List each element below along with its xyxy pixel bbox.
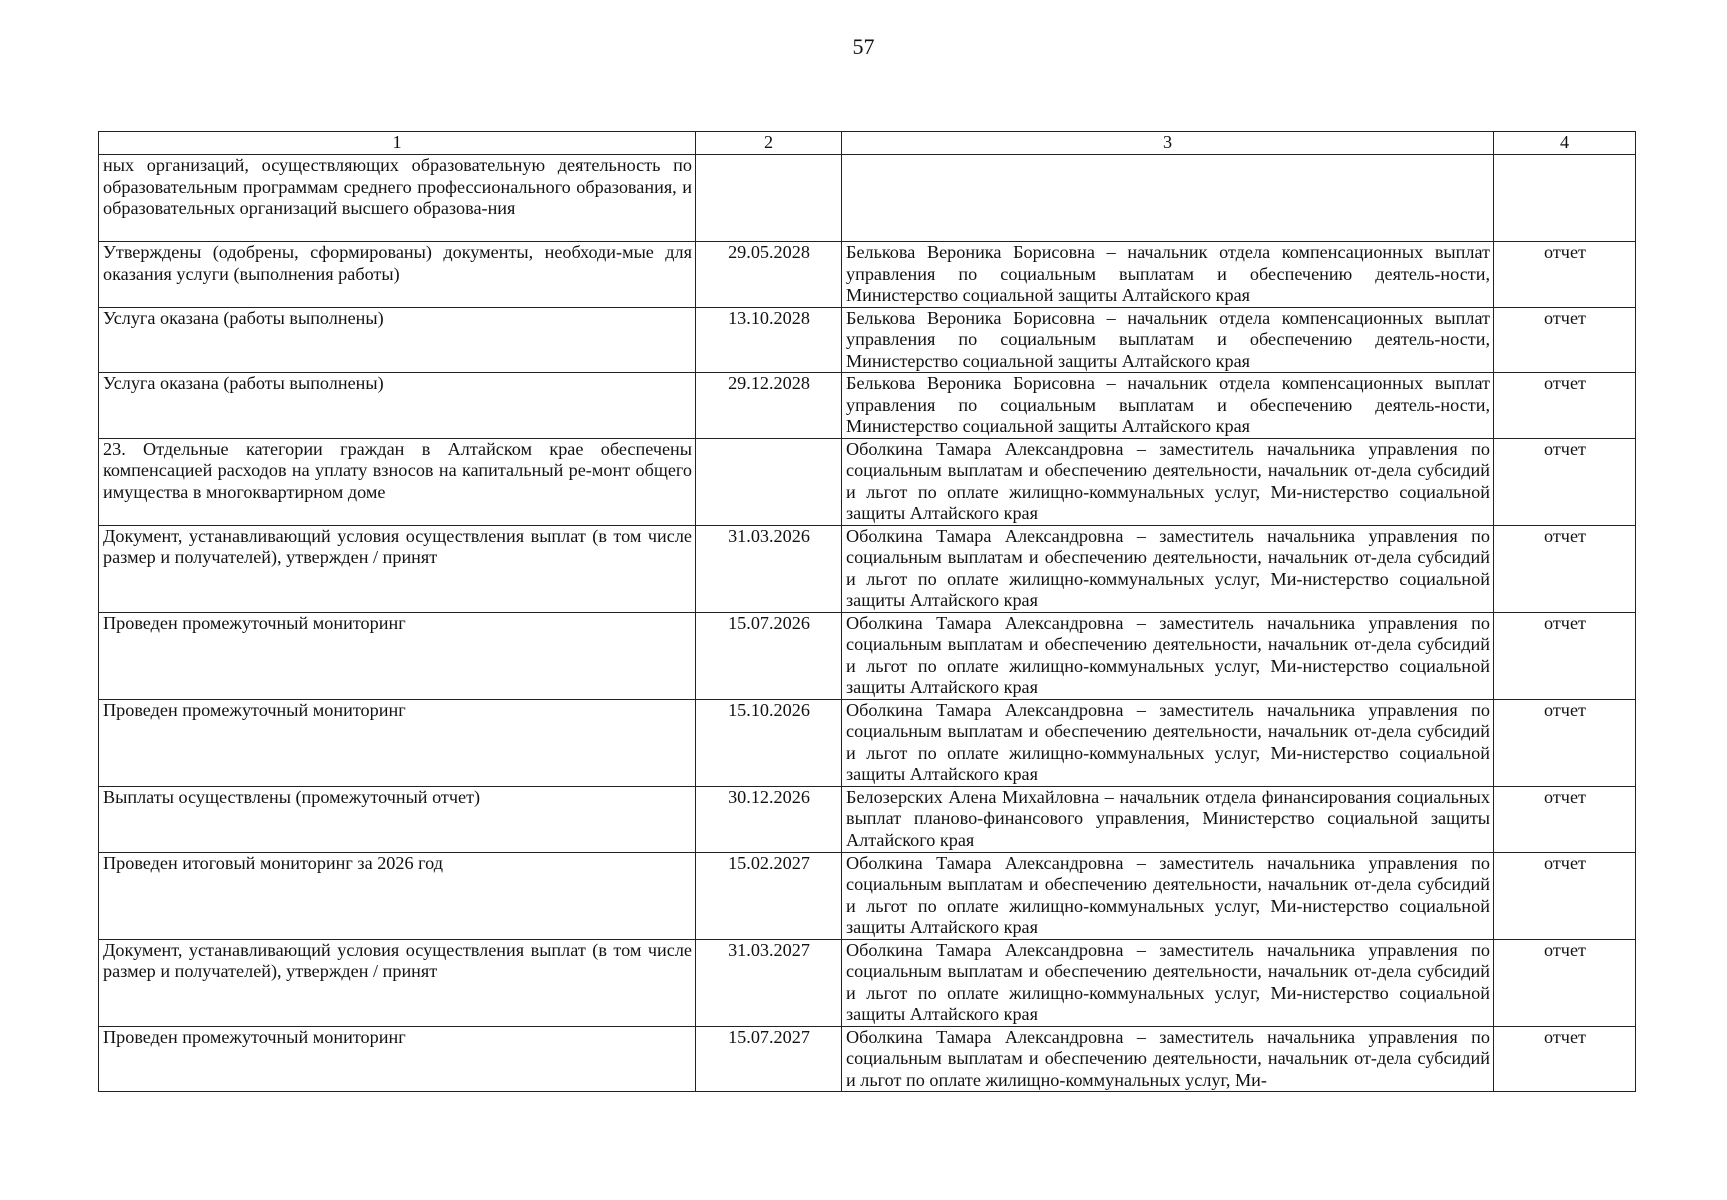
cell-form: отчет [1494,438,1636,525]
table-row [99,307,1636,373]
cell-form: отчет [1494,373,1636,439]
table-row [99,612,1636,699]
cell-form [1494,155,1636,242]
cell-responsible: Оболкина Тамара Александровна – заместитель начальника управления по социальным выплатам и обеспечению деятельности, начальник от-дела субсидий и льгот по оплате жилищно-коммунальных услуг, Ми-нистерство социальной защиты Алтайского края [842,939,1494,1026]
table-row [99,525,1636,612]
cell-name: Документ, устанавливающий условия осуществления выплат (в том числе размер и получателей), утвержден / принят [99,525,696,612]
cell-form: отчет [1494,307,1636,373]
cell-date: 29.12.2028 [696,373,842,439]
cell-date [696,438,842,525]
cell-responsible: Оболкина Тамара Александровна – заместитель начальника управления по социальным выплатам и обеспечению деятельности, начальник от-дела субсидий и льгот по оплате жилищно-коммунальных услуг, Ми-нистерство социальной защиты Алтайского края [842,699,1494,786]
cell-name: Услуга оказана (работы выполнены) [99,307,696,373]
cell-name: Проведен итоговый мониторинг за 2026 год [99,852,696,939]
cell-name: Выплаты осуществлены (промежуточный отчет) [99,786,696,852]
cell-responsible: Оболкина Тамара Александровна – заместитель начальника управления по социальным выплатам и обеспечению деятельности, начальник от-дела субсидий и льгот по оплате жилищно-коммунальных услуг, Ми-нистерство социальной защиты Алтайского края [842,525,1494,612]
cell-date: 15.07.2026 [696,612,842,699]
cell-date: 15.07.2027 [696,1026,842,1092]
cell-name: Утверждены (одобрены, сформированы) документы, необходи-мые для оказания услуги (выполнения работы) [99,242,696,308]
cell-name: Проведен промежуточный мониторинг [99,1026,696,1092]
page-number: 57 [852,34,875,59]
cell-form: отчет [1494,852,1636,939]
table-row [99,1026,1636,1092]
table-row [99,939,1636,1026]
cell-responsible: Оболкина Тамара Александровна – заместитель начальника управления по социальным выплатам и обеспечению деятельности, начальник от-дела субсидий и льгот по оплате жилищно-коммунальных услуг, Ми-нистерство социальной защиты Алтайского края [842,438,1494,525]
column-header-2: 2 [696,132,842,155]
table-row [99,373,1636,439]
cell-form: отчет [1494,1026,1636,1092]
cell-date: 31.03.2026 [696,525,842,612]
cell-responsible: Белькова Вероника Борисовна – начальник отдела компенсационных выплат управления по социальным выплатам и обеспечению деятель-ности, Министерство социальной защиты Алтайского края [842,242,1494,308]
cell-name: Услуга оказана (работы выполнены) [99,373,696,439]
table-header [99,132,1636,155]
table-row [99,438,1636,525]
cell-date: 15.02.2027 [696,852,842,939]
cell-date: 30.12.2026 [696,786,842,852]
cell-name: ных организаций, осуществляющих образовательную деятельность по образовательным программам среднего профессионального образования, и образовательных организаций высшего образова-ния [99,155,696,242]
cell-responsible [842,155,1494,242]
cell-responsible: Белькова Вероника Борисовна – начальник отдела компенсационных выплат управления по социальным выплатам и обеспечению деятель-ности, Министерство социальной защиты Алтайского края [842,373,1494,439]
cell-responsible: Оболкина Тамара Александровна – заместитель начальника управления по социальным выплатам и обеспечению деятельности, начальник от-дела субсидий и льгот по оплате жилищно-коммунальных услуг, Ми-нистерство социальной защиты Алтайского края [842,612,1494,699]
cell-form: отчет [1494,612,1636,699]
cell-name: Проведен промежуточный мониторинг [99,612,696,699]
table-body [99,155,1636,1092]
cell-date: 31.03.2027 [696,939,842,1026]
table-row [99,155,1636,242]
cell-responsible: Белькова Вероника Борисовна – начальник отдела компенсационных выплат управления по социальным выплатам и обеспечению деятель-ности, Министерство социальной защиты Алтайского края [842,307,1494,373]
table-row [99,699,1636,786]
cell-date [696,155,842,242]
cell-form: отчет [1494,525,1636,612]
cell-name: Документ, устанавливающий условия осуществления выплат (в том числе размер и получателей), утвержден / принят [99,939,696,1026]
cell-form: отчет [1494,242,1636,308]
table-row [99,242,1636,308]
cell-responsible: Оболкина Тамара Александровна – заместитель начальника управления по социальным выплатам и обеспечению деятельности, начальник от-дела субсидий и льгот по оплате жилищно-коммунальных услуг, Ми- [842,1026,1494,1092]
table-row [99,852,1636,939]
table-row [99,786,1636,852]
column-header-4: 4 [1494,132,1636,155]
cell-form: отчет [1494,699,1636,786]
cell-date: 29.05.2028 [696,242,842,308]
column-header-3: 3 [842,132,1494,155]
cell-responsible: Оболкина Тамара Александровна – заместитель начальника управления по социальным выплатам и обеспечению деятельности, начальник от-дела субсидий и льгот по оплате жилищно-коммунальных услуг, Ми-нистерство социальной защиты Алтайского края [842,852,1494,939]
cell-name: Проведен промежуточный мониторинг [99,699,696,786]
cell-date: 15.10.2026 [696,699,842,786]
cell-name: 23. Отдельные категории граждан в Алтайском крае обеспечены компенсацией расходов на уплату взносов на капитальный ре-монт общего имущества в многоквартирном доме [99,438,696,525]
column-header-1: 1 [99,132,696,155]
cell-responsible: Белозерских Алена Михайловна – начальник отдела финансирования социальных выплат планово-финансового управления, Министерство социальной защиты Алтайского края [842,786,1494,852]
cell-form: отчет [1494,786,1636,852]
cell-date: 13.10.2028 [696,307,842,373]
header-row [99,132,1636,155]
plan-table [98,131,1636,1092]
cell-form: отчет [1494,939,1636,1026]
